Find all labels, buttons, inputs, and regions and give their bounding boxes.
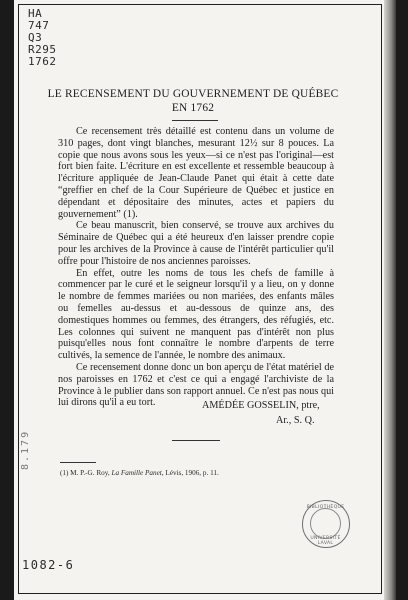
signature-name: AMÉDÉE GOSSELIN, ptre,: [202, 400, 320, 411]
title-line-2: EN 1762: [171, 102, 215, 114]
call-number-line: R295: [28, 43, 57, 56]
footnote-prefix: (1) M. P.-G. Roy,: [60, 469, 110, 477]
stamp-text-top: BIBLIOTHÈQUE: [306, 505, 345, 510]
call-number-line: HA: [28, 7, 43, 20]
call-number-line: 747: [28, 19, 50, 32]
stamp-inner-ring: [310, 508, 341, 539]
paragraph: Ce recensement donne donc un bon aperçu de l'état matériel de nos paroisses en 1762 et c'est ce qui a engagé l'archiviste de la Province à le publier dans son rapport annuel. Ce n'est pas nous qui lui dirons qu'il a eu tort.: [58, 361, 334, 409]
signature-title: Ar., S. Q.: [276, 415, 315, 426]
call-number-line: Q3: [28, 31, 43, 44]
book-spine: [384, 0, 396, 600]
title-divider: [172, 120, 218, 121]
call-number: [28, 8, 68, 68]
paragraph: Ce recensement très détaillé est contenu dans un volume de 310 pages, dont vingt blanches, mesurant 12½ sur 8 pouces. La copie que nous avons sous les yeux—si ce n'est pas l'original—est fort bien faite. L'écriture en est excellente et ressemble beaucoup à l'écriture appliquée de Jean-Claude Panet qui était à cette date “greffier en chef de la Cour Supérieure de Québec et justice en dépendant et dépositaire des minutes, actes et papiers du gouvernement” (1).: [58, 126, 334, 220]
accession-number: 1082-6: [22, 558, 75, 572]
library-stamp: [302, 500, 350, 548]
end-divider: [172, 440, 220, 441]
footnote-suffix: , Lévis, 1906, p. 11.: [161, 469, 219, 477]
paragraph: Ce beau manuscrit, bien conservé, se trouve aux archives du Séminaire de Québec qui a été heureux d'en laisser prendre copie pour les archives de la Province à cause de l'intérêt particulier qu'il offre pour l'histoire de nos anciennes paroisses.: [58, 220, 334, 267]
stamp-text-bottom: UNIVERSITÉ LAVAL: [310, 536, 341, 546]
title-line-1: LE RECENSEMENT DU GOUVERNEMENT DE QUÉBEC: [47, 88, 339, 100]
page-title: [40, 87, 346, 115]
footnote-work-title: La Famille Panet: [111, 469, 162, 477]
call-number-line: 1762: [28, 55, 57, 68]
article-body: [58, 126, 334, 409]
side-handwritten-note: 8.179: [20, 429, 31, 470]
footnote: [60, 469, 340, 477]
paragraph: En effet, outre les noms de tous les chefs de famille à commencer par le curé et le seigneur lorsqu'il y a lieu, on y donne le nombre de femmes mariées ou non mariées, des enfants mâles ou femelles au-dessus et au-dessous de quinze ans, des domestiques hommes ou femmes, des étrangers, des réfugiés, etc. Les colonnes qui suivent ne manquent pas d'intérêt non plus puisqu'elles nous font connaître le nombre d'arpents de terre cultivés, la semence de l'année, le nombre des animaux.: [58, 267, 334, 362]
footnote-divider: [60, 462, 96, 463]
